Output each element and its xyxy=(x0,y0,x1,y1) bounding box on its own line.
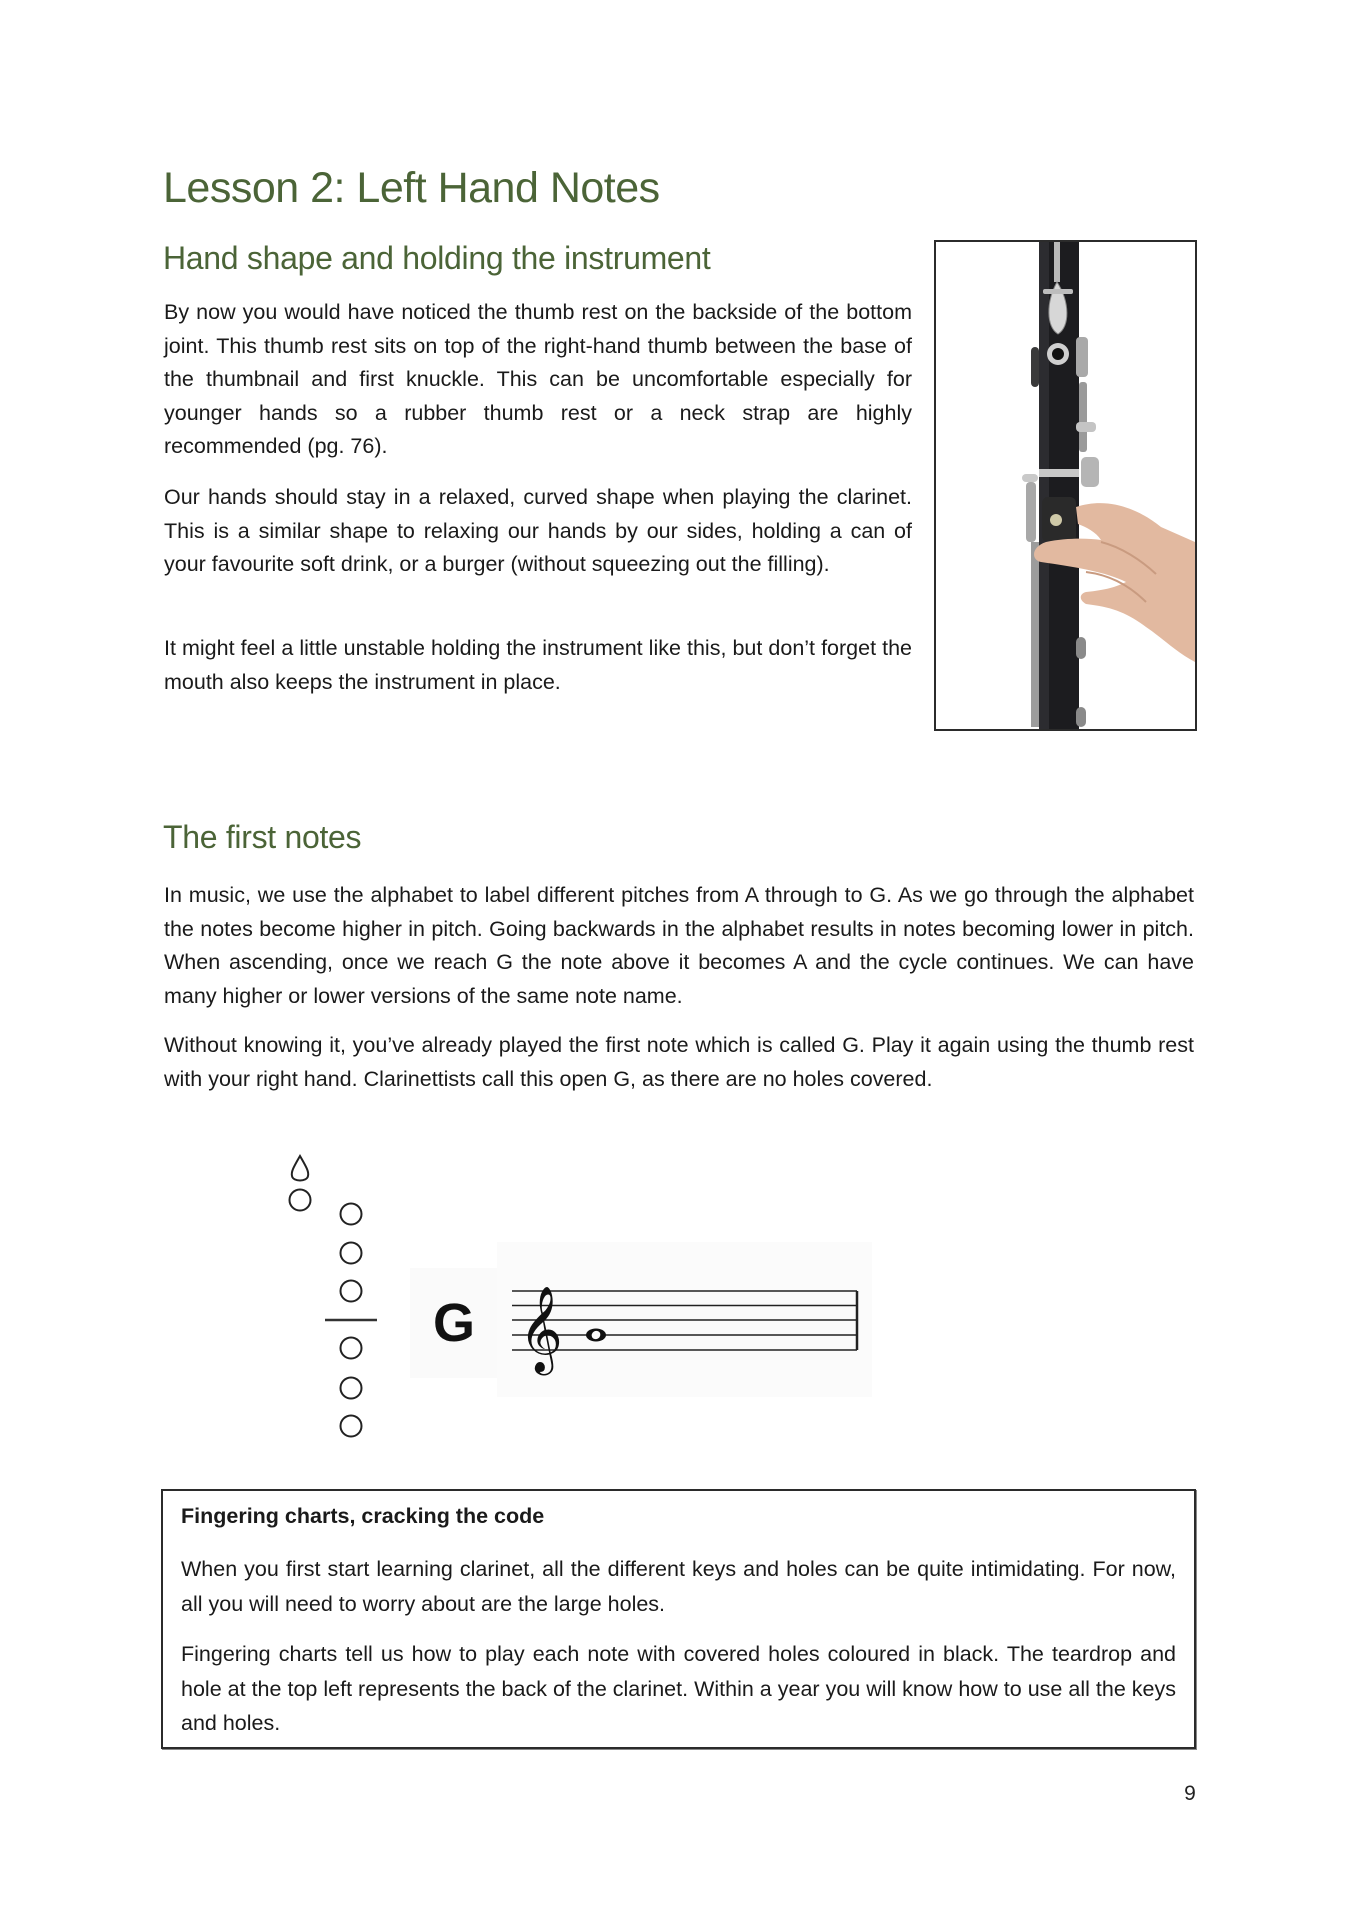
clarinet-hand-photo xyxy=(934,240,1197,731)
callout-paragraph-explanation: Fingering charts tell us how to play each note with covered holes coloured in black. The teardrop and hole at the top left represents the back of the clarinet. Within a year you will know how to use all the keys and holes. xyxy=(181,1642,1176,1735)
callout-paragraph-intro: When you first start learning clarinet, all the different keys and holes can be quite intimidating. For now, all you will need to worry about are the large holes. xyxy=(181,1557,1176,1616)
lesson-title: Lesson 2: Left Hand Notes xyxy=(163,164,660,212)
callout-fingering-charts xyxy=(161,1489,1196,1749)
front-hole-3-icon xyxy=(341,1281,362,1302)
front-hole-2-icon xyxy=(341,1243,362,1264)
front-hole-6-icon xyxy=(341,1416,362,1437)
paragraph-alphabet-pitches: In music, we use the alphabet to label different pitches from A through to G. As we go through the alphabet the notes become higher in pitch. Going backwards in the alphabet results in notes becoming lower in pitch. When ascending, once we reach G the note above it becomes A and the cycle continues. We can have many higher or lower versions of the same note name. xyxy=(164,883,1194,1008)
paragraph-open-g: Without knowing it, you’ve already played the first note which is called G. Play it again using the thumb rest with your right hand. Clarinettists call this open G, as there are no holes covered. xyxy=(164,1033,1194,1091)
paragraph-thumb-rest: By now you would have noticed the thumb rest on the backside of the bottom joint. This thumb rest sits on top of the right-hand thumb between the base of the thumbnail and first knuckle. This can be uncomfortable especially for younger hands so a rubber thumb rest or a neck strap are highly recommended (pg. 76). xyxy=(164,300,912,458)
paragraph-hand-shape: Our hands should stay in a relaxed, curved shape when playing the clarinet. This is a similar shape to relaxing our hands by our sides, holding a can of your favourite soft drink, or a burger (without squeezing out the filling). xyxy=(164,485,912,576)
back-key-teardrop-icon xyxy=(292,1156,308,1181)
music-staff xyxy=(497,1242,872,1397)
page-number: 9 xyxy=(1184,1782,1196,1805)
section-heading-hand-shape: Hand shape and holding the instrument xyxy=(163,240,711,276)
front-hole-1-icon xyxy=(341,1204,362,1225)
note-name-label: G xyxy=(432,1293,475,1353)
treble-clef-icon: 𝄞 xyxy=(519,1286,563,1372)
front-hole-5-icon xyxy=(341,1378,362,1399)
callout-title: Fingering charts, cracking the code xyxy=(181,1504,545,1528)
front-hole-4-icon xyxy=(341,1338,362,1359)
thumb-hole-icon xyxy=(290,1190,311,1211)
fingering-chart-diagram xyxy=(280,1140,390,1440)
whole-note-g-icon xyxy=(586,1329,606,1342)
clarinet-illustration xyxy=(936,242,1195,729)
paragraph-stability: It might feel a little unstable holding the instrument like this, but don’t forget the mouth also keeps the instrument in place. xyxy=(164,636,912,694)
section-heading-first-notes: The first notes xyxy=(163,819,362,855)
note-name-box xyxy=(410,1268,498,1378)
